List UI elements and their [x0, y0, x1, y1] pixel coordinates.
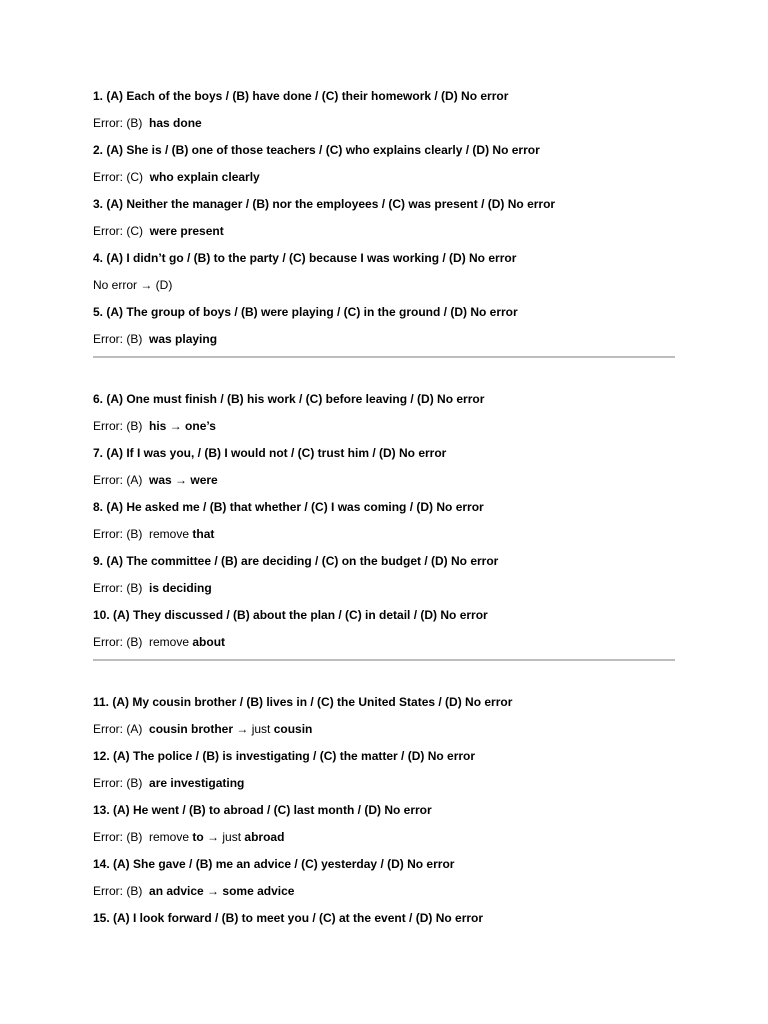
answer-prefix: Error: (C) [93, 170, 143, 184]
question-text: 10. (A) They discussed / (B) about the plan / (C) in detail / (D) No error [93, 608, 488, 622]
answer-correction: cousin brother [149, 722, 234, 736]
answer-gap [142, 830, 149, 844]
answer-prefix: Error: (B) [93, 581, 143, 595]
answer-correction: cousin [273, 722, 313, 736]
answer-note: → [203, 884, 223, 898]
answer-correction: that [192, 527, 215, 541]
question-text: 2. (A) She is / (B) one of those teachers / (C) who explains clearly / (D) No error [93, 143, 540, 157]
answer-gap [142, 635, 149, 649]
answer-correction: some advice [222, 884, 295, 898]
answer-note: → just [203, 830, 245, 844]
answer-prefix: Error: (B) [93, 830, 143, 844]
question-text: 6. (A) One must finish / (B) his work / (C) before leaving / (D) No error [93, 392, 485, 406]
answer-line [93, 470, 675, 490]
question-text: 1. (A) Each of the boys / (B) have done / (C) their homework / (D) No error [93, 89, 509, 103]
question-text: 15. (A) I look forward / (B) to meet you / (C) at the event / (D) No error [93, 911, 484, 925]
answer-line [93, 329, 675, 349]
answer-note: → [171, 473, 191, 487]
answer-gap [142, 116, 149, 130]
answer-line [93, 167, 675, 187]
answer-correction: was [149, 473, 172, 487]
answer-line [93, 416, 675, 436]
answer-gap [143, 224, 150, 238]
question-text: 8. (A) He asked me / (B) that whether / (C) I was coming / (D) No error [93, 500, 484, 514]
answer-prefix: Error: (B) [93, 884, 143, 898]
question-text: 11. (A) My cousin brother / (B) lives in / (C) the United States / (D) No error [93, 695, 513, 709]
answer-note: → [166, 419, 186, 433]
answer-gap [142, 473, 149, 487]
answer-gap [142, 527, 149, 541]
answer-correction: who explain clearly [149, 170, 260, 184]
answer-prefix: Error: (A) [93, 473, 143, 487]
question-text: 14. (A) She gave / (B) me an advice / (C) yesterday / (D) No error [93, 857, 455, 871]
question-text: 3. (A) Neither the manager / (B) nor the employees / (C) was present / (D) No error [93, 197, 556, 211]
answer-line [93, 881, 675, 901]
answer-line [93, 773, 675, 793]
answer-correction: one’s [185, 419, 216, 433]
answer-line [93, 578, 675, 598]
answer-correction: an advice [149, 884, 204, 898]
answer-correction: his [149, 419, 167, 433]
question-text: 4. (A) I didn’t go / (B) to the party / (C) because I was working / (D) No error [93, 251, 517, 265]
answer-correction: was playing [149, 332, 218, 346]
answer-correction: abroad [244, 830, 285, 844]
answer-line [93, 524, 675, 544]
answer-prefix: Error: (A) [93, 722, 143, 736]
answer-correction: is deciding [149, 581, 212, 595]
answer-gap [142, 581, 149, 595]
question-text: 7. (A) If I was you, / (B) I would not / (C) trust him / (D) No error [93, 446, 447, 460]
answer-line [93, 632, 675, 652]
section-divider [93, 356, 675, 358]
answer-note: remove [149, 830, 193, 844]
question-text: 13. (A) He went / (B) to abroad / (C) last month / (D) No error [93, 803, 432, 817]
answer-prefix: Error: (C) [93, 224, 143, 238]
answer-prefix: Error: (B) [93, 116, 143, 130]
answer-prefix: Error: (B) [93, 635, 143, 649]
answer-note: remove [149, 527, 193, 541]
answer-correction: were present [149, 224, 224, 238]
answer-prefix: Error: (B) [93, 332, 143, 346]
answer-correction: to [192, 830, 204, 844]
question-list [93, 86, 675, 935]
question-text: 5. (A) The group of boys / (B) were playing / (C) in the ground / (D) No error [93, 305, 518, 319]
answer-gap [142, 332, 149, 346]
section-divider [93, 659, 675, 661]
answer-note: → just [233, 722, 274, 736]
answer-prefix: Error: (B) [93, 776, 143, 790]
answer-line [93, 275, 675, 295]
answer-correction: were [190, 473, 218, 487]
answer-prefix: No error → (D) [93, 278, 173, 292]
answer-correction: about [192, 635, 226, 649]
question-text: 12. (A) The police / (B) is investigating / (C) the matter / (D) No error [93, 749, 476, 763]
answer-prefix: Error: (B) [93, 419, 143, 433]
answer-line [93, 827, 675, 847]
answer-correction: has done [149, 116, 202, 130]
answer-gap [142, 419, 149, 433]
answer-line [93, 719, 675, 739]
answer-note: remove [149, 635, 193, 649]
answer-gap [142, 776, 149, 790]
answer-line [93, 221, 675, 241]
answer-line [93, 113, 675, 133]
question-text: 9. (A) The committee / (B) are deciding / (C) on the budget / (D) No error [93, 554, 499, 568]
answer-correction: are investigating [149, 776, 245, 790]
answer-gap [143, 170, 150, 184]
answer-gap [142, 884, 149, 898]
answer-prefix: Error: (B) [93, 527, 143, 541]
answer-gap [142, 722, 149, 736]
